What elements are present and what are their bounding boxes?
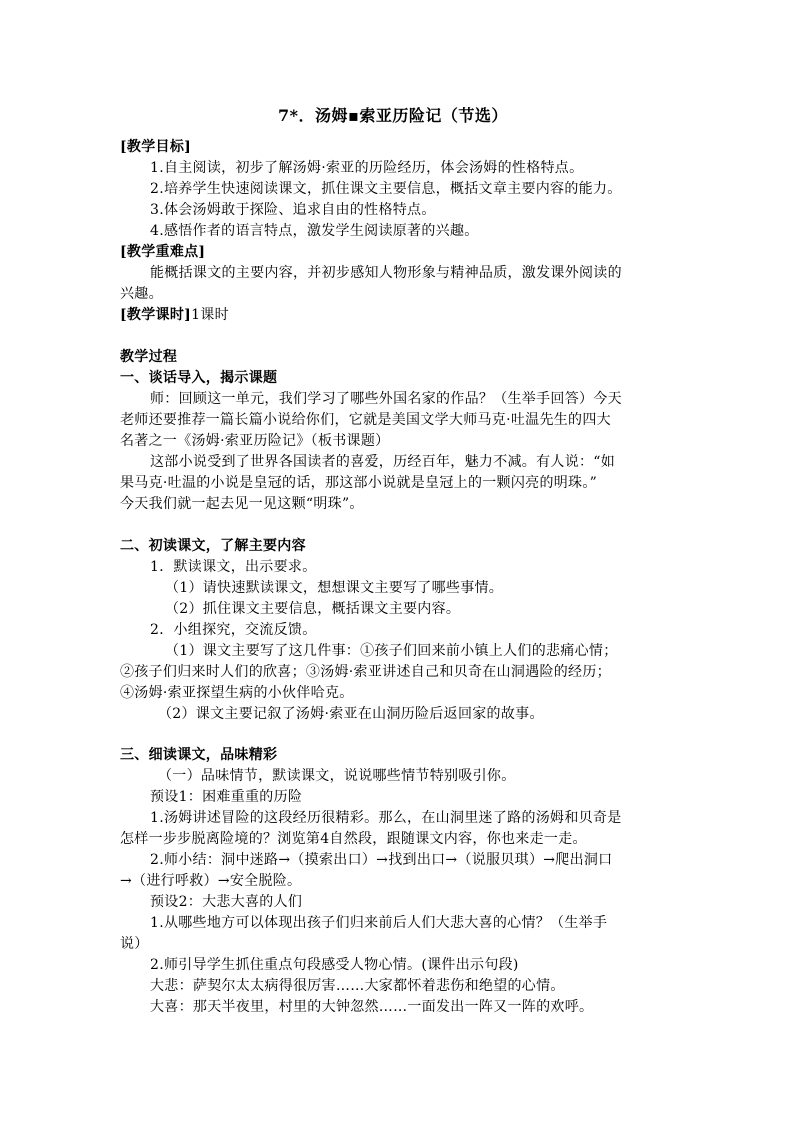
paragraph-line: 1.从哪些地方可以体现出孩子们归来前后人们大悲大喜的心情？（生举手 [150,915,608,931]
key-points-text: 能概括课文的主要内容，并初步感知人物形象与精神品质，激发课外阅读的 [150,265,622,281]
paragraph-line: 2.师小结：洞中迷路→（摸索出口）→找到出口→（说服贝琪）→爬出洞口 [150,852,613,868]
paragraph-line: ②孩子们归来时人们的欣喜；③汤姆·索亚讲述自己和贝奇在山洞遇险的经历； [120,664,611,680]
paragraph-line: 大悲：萨契尔太太病得很厉害……大家都怀着悲伤和绝望的心情。 [150,978,565,994]
paragraph-line: 2．小组探究，交流反馈。 [150,622,317,638]
section-heading: 一、谈话导入，揭示课题 [120,370,278,386]
paragraph-line: ④汤姆·索亚探望生病的小伙伴哈克。 [120,685,354,701]
key-points-text: 兴趣。 [120,286,163,302]
paragraph-line: （一）品味情节，默读课文，说说哪些情节特别吸引你。 [158,768,516,784]
paragraph-line: （1）请快速默读课文，想想课文主要写了哪些事情。 [165,580,504,596]
objective-item: 1.自主阅读，初步了解汤姆·索亚的历险经历，体会汤姆的性格特点。 [150,160,584,176]
paragraph-line: 预设2：大悲大喜的人们 [150,894,303,910]
paragraph-line: 老师还要推荐一篇长篇小说给你们，它就是美国文学大师马克·吐温先生的四大 [120,412,611,428]
class-hours-value: 1课时 [191,307,229,323]
document-title: 7*．汤姆▪索亚历险记（节选） [278,106,508,125]
process-heading: 教学过程 [120,349,178,365]
objective-item: 3.体会汤姆敢于探险、追求自由的性格特点。 [150,202,436,218]
paragraph-line: 大喜：那天半夜里，村里的大钟忽然……一面发出一阵又一阵的欢呼。 [150,999,594,1015]
paragraph-line: （2）抓住课文主要信息，概括课文主要内容。 [165,601,461,617]
paragraph-line: 名著之一《汤姆·索亚历险记》（板书课题） [120,433,390,449]
paragraph-line: 这部小说受到了世界各国读者的喜爱，历经百年，魅力不减。有人说：“如 [150,454,616,470]
paragraph-line: 2.师引导学生抓住重点句段感受人物心情。(课件出示句段) [150,957,519,973]
paragraph-line: 师：回顾这一单元，我们学习了哪些外国名家的作品？（生举手回答）今天 [150,391,622,407]
section-heading: 二、初读课文，了解主要内容 [120,538,306,554]
paragraph-line: （1）课文主要写了这几件事：①孩子们回来前小镇上人们的悲痛心情； [165,643,618,659]
paragraph-line: 果马克·吐温的小说是皇冠的话，那这部小说就是皇冠上的一颗闪亮的明珠。” [120,475,598,491]
paragraph-line: 预设1：困难重重的历险 [150,789,303,805]
paragraph-line: 1.汤姆讲述冒险的这段经历很精彩。那么，在山洞里迷了路的汤姆和贝奇是 [150,810,622,826]
paragraph-line: 说） [120,936,149,952]
paragraph-line: →（进行呼救）→安全脱险。 [120,873,302,889]
key-points-heading: [教学重难点] [120,244,206,260]
objective-item: 4.感悟作者的语言特点，激发学生阅读原著的兴趣。 [150,223,479,239]
paragraph-line: 1．默读课文，出示要求。 [150,559,317,575]
class-hours-line [120,305,229,326]
class-hours-heading: [教学课时] [120,307,192,323]
paragraph-line: 今天我们就一起去见一见这颗“明珠”。 [120,496,364,512]
objective-item: 2.培养学生快速阅读课文，抓住课文主要信息，概括文章主要内容的能力。 [150,181,622,197]
section-heading: 三、细读课文，品味精彩 [120,747,278,763]
paragraph-line: （2）课文主要记叙了汤姆·索亚在山洞历险后返回家的故事。 [158,706,544,722]
paragraph-line: 怎样一步步脱离险境的？浏览第4自然段，跟随课文内容，你也来走一走。 [120,831,587,847]
objectives-heading: [教学目标] [120,139,192,155]
